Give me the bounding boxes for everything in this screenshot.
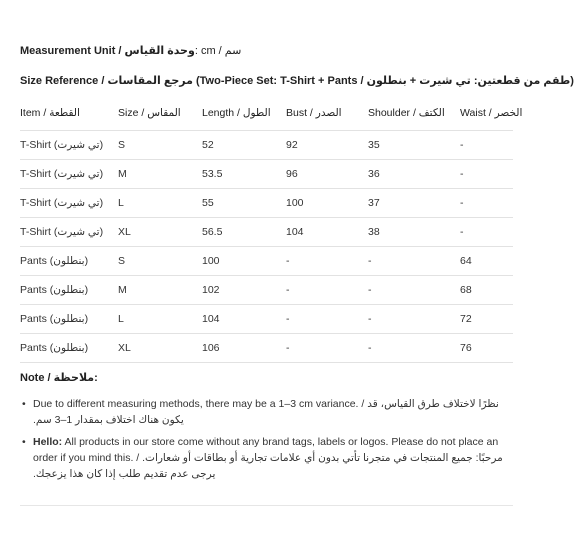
size-reference-label: Size Reference / مرجع المقاسات <box>20 75 193 87</box>
cell-shoulder: 36 <box>368 160 460 189</box>
cell-length: 100 <box>202 247 286 276</box>
cell-length: 55 <box>202 189 286 218</box>
header-shoulder: Shoulder / الكتف <box>368 96 460 131</box>
note-item-lead: Hello: <box>33 436 63 448</box>
size-table-body <box>20 131 513 363</box>
cell-item: Pants (بنطلون) <box>20 305 118 334</box>
cell-bust: - <box>286 305 368 334</box>
cell-item: T-Shirt (تي شيرت) <box>20 131 118 160</box>
cell-length: 56.5 <box>202 218 286 247</box>
header-size: Size / المقاس <box>118 96 202 131</box>
note-list <box>20 396 515 488</box>
cell-length: 106 <box>202 334 286 363</box>
bullet-icon: • <box>22 436 26 448</box>
cell-length: 102 <box>202 276 286 305</box>
cell-size: L <box>118 189 202 218</box>
cell-waist: - <box>460 160 513 189</box>
cell-waist: - <box>460 218 513 247</box>
header-item: Item / القطعة <box>20 96 118 131</box>
cell-waist: - <box>460 131 513 160</box>
cell-shoulder: 35 <box>368 131 460 160</box>
measurement-unit-line <box>20 44 241 57</box>
cell-shoulder: 38 <box>368 218 460 247</box>
cell-item: T-Shirt (تي شيرت) <box>20 189 118 218</box>
note-item-ar: مرحبًا: جميع المنتجات في متجرنا تأتي بدون أي علامات تجارية أو بطاقات أو شعارات. يرجى عدم تقديم طلب إذا كان هذا يزعجك. <box>33 452 503 480</box>
cell-size: S <box>118 247 202 276</box>
cell-shoulder: - <box>368 305 460 334</box>
table-row <box>20 247 513 276</box>
note-item <box>20 434 515 482</box>
cell-item: T-Shirt (تي شيرت) <box>20 160 118 189</box>
size-table <box>20 96 523 363</box>
cell-item: Pants (بنطلون) <box>20 276 118 305</box>
note-item-en: All products in our store come without any brand tags, labels or logos. Please do not place an order if you mind this. / <box>33 436 499 464</box>
table-row <box>20 218 513 247</box>
header-waist: Waist / الخصر <box>460 96 513 131</box>
table-row <box>20 131 513 160</box>
note-title: Note / ملاحظة: <box>20 372 98 384</box>
cell-waist: 68 <box>460 276 513 305</box>
header-length: Length / الطول <box>202 96 286 131</box>
cell-length: 104 <box>202 305 286 334</box>
cell-bust: - <box>286 334 368 363</box>
cell-shoulder: - <box>368 247 460 276</box>
cell-waist: 72 <box>460 305 513 334</box>
cell-waist: - <box>460 189 513 218</box>
bottom-divider <box>20 505 513 506</box>
cell-shoulder: - <box>368 276 460 305</box>
cell-size: S <box>118 131 202 160</box>
table-row <box>20 160 513 189</box>
measurement-unit-value: : cm / سم <box>194 45 242 57</box>
size-table-header-row <box>20 96 513 131</box>
measurement-unit-label: Measurement Unit / وحدة القياس <box>20 45 195 57</box>
table-row <box>20 189 513 218</box>
cell-bust: 104 <box>286 218 368 247</box>
cell-bust: 92 <box>286 131 368 160</box>
cell-length: 52 <box>202 131 286 160</box>
cell-bust: 96 <box>286 160 368 189</box>
cell-size: L <box>118 305 202 334</box>
header-bust: Bust / الصدر <box>286 96 368 131</box>
cell-shoulder: 37 <box>368 189 460 218</box>
table-row <box>20 276 513 305</box>
cell-item: T-Shirt (تي شيرت) <box>20 218 118 247</box>
size-reference-detail: (Two-Piece Set: T-Shirt + Pants / طقم من قطعتين: تي شيرت + بنطلون) <box>192 75 574 87</box>
cell-size: M <box>118 160 202 189</box>
table-row <box>20 334 513 363</box>
cell-bust: - <box>286 247 368 276</box>
cell-bust: 100 <box>286 189 368 218</box>
size-reference-line <box>20 74 574 87</box>
cell-item: Pants (بنطلون) <box>20 334 118 363</box>
cell-size: XL <box>118 334 202 363</box>
bullet-icon: • <box>22 398 26 410</box>
cell-size: XL <box>118 218 202 247</box>
size-table-header <box>20 96 523 131</box>
table-row <box>20 305 513 334</box>
cell-bust: - <box>286 276 368 305</box>
cell-item: Pants (بنطلون) <box>20 247 118 276</box>
note-item-en: Due to different measuring methods, there may be a 1–3 cm variance. / <box>33 398 368 410</box>
cell-size: M <box>118 276 202 305</box>
cell-waist: 76 <box>460 334 513 363</box>
note-item-ar: نظرًا لاختلاف طرق القياس، قد يكون هناك اختلاف بمقدار 1–3 سم. <box>33 398 499 426</box>
cell-shoulder: - <box>368 334 460 363</box>
cell-length: 53.5 <box>202 160 286 189</box>
note-item <box>20 396 515 428</box>
cell-waist: 64 <box>460 247 513 276</box>
